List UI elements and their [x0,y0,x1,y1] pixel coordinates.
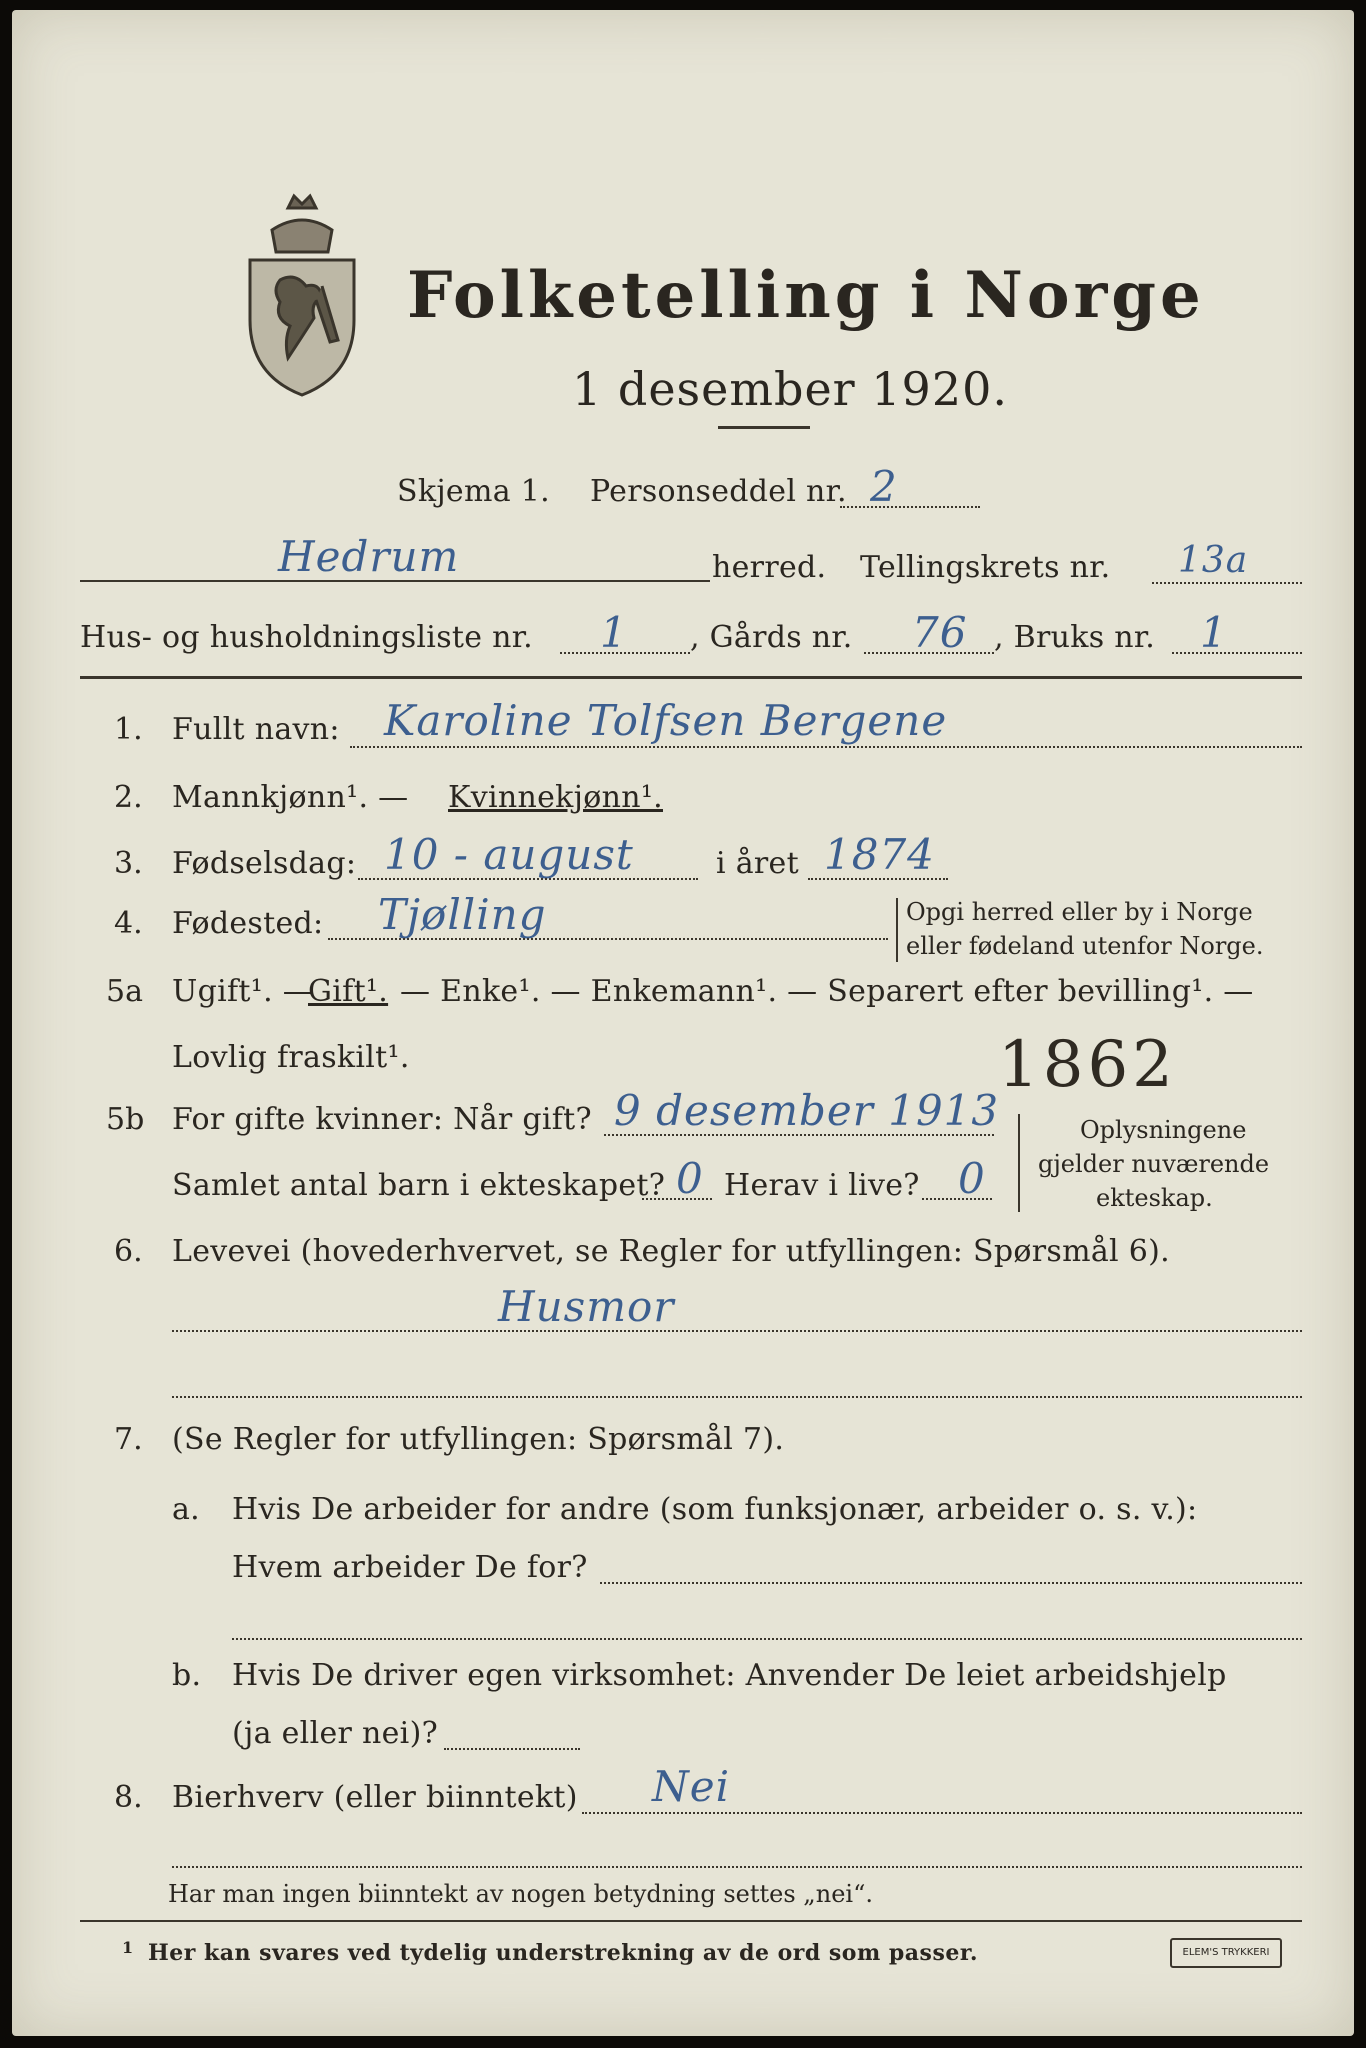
q8-line1 [582,1812,1302,1814]
q5b-alive-label: Herav i live? [724,1168,920,1203]
q2-male-option: Mannkjønn¹. — [172,780,409,815]
q8-label: Bierhverv (eller biinntekt) [172,1780,578,1815]
gards-line [864,652,994,654]
q5b-children-value: 0 [676,1154,704,1203]
q2-female-option-underlined: Kvinnekjønn¹. [448,780,663,815]
q1-full-name-value: Karoline Tolfsen Bergene [384,696,948,745]
q6-line2 [172,1396,1302,1398]
q3-year-label: i året [716,846,799,881]
q7a-line1 [600,1582,1302,1584]
q7a-line2 [232,1638,1302,1640]
skjema-label: Skjema 1. [397,474,550,509]
q8-secondary-income-value: Nei [652,1762,731,1811]
herred-value: Hedrum [278,532,460,581]
census-date: 1 desember 1920. [572,362,1008,416]
q6-number: 6. [114,1234,143,1269]
q5a-married-option-underlined: Gift¹. [308,974,389,1009]
q7a-label: Hvis De arbeider for andre (som funksjonær, arbeider o. s. v.): [232,1492,1198,1527]
q5b-children-label: Samlet antal barn i ekteskapet? [172,1168,666,1203]
q5b-label: For gifte kvinner: Når gift? [172,1102,592,1137]
q5b-number: 5b [106,1102,145,1137]
q5b-note-line1: Oplysningene [1080,1116,1247,1144]
tellingskrets-line [1152,582,1302,584]
q5b-line [604,1134,994,1136]
q7b-letter: b. [172,1658,202,1693]
q4-note-line2: eller fødeland utenfor Norge. [906,932,1264,960]
gards-label: , Gårds nr. [690,620,853,655]
tellingskrets-value: 13a [1178,540,1249,581]
herred-label: herred. [712,550,827,585]
q6-occupation-value: Husmor [498,1282,675,1331]
q1-line [350,746,1302,748]
header-divider [80,676,1302,679]
q1-number: 1. [114,712,143,747]
q3-year-value: 1874 [824,830,935,879]
q4-birthplace-value: Tjølling [378,890,547,939]
q5b-note-line3: ekteskap. [1096,1184,1213,1212]
q4-note-line1: Opgi herred eller by i Norge [906,898,1253,926]
q3-label: Fødselsdag: [172,846,357,881]
footnote-mark: 1 [122,1938,134,1957]
q3-number: 3. [114,846,143,881]
q7a-letter: a. [172,1492,201,1527]
q3-birthday-value: 10 - august [384,830,634,879]
q6-label: Levevei (hovederhvervet, se Regler for utfyllingen: Spørsmål 6). [172,1234,1170,1269]
herred-line [80,580,710,582]
q5a-other-options: — Enke¹. — Enkemann¹. — Separert efter bevilling¹. — [400,974,1254,1009]
q2-number: 2. [114,780,143,815]
q3-year-line [808,878,948,880]
q8-line2 [172,1866,1302,1868]
q4-note-brace [896,898,898,962]
personseddel-value: 2 [870,462,898,511]
norway-coat-of-arms-icon [240,190,364,400]
q3-line [358,878,698,880]
footnote-divider [80,1920,1302,1922]
footnote-text: Her kan svares ved tydelig understrekning av de ord som passer. [148,1940,979,1966]
q8-number: 8. [114,1780,143,1815]
q4-line [328,938,888,940]
q7b-label: Hvis De driver egen virksomhet: Anvender De leiet arbeidshjelp [232,1658,1227,1693]
q7b-question: (ja eller nei)? [232,1716,438,1751]
bruks-label: , Bruks nr. [994,620,1156,655]
personseddel-line [840,506,980,508]
q4-number: 4. [114,906,143,941]
q5a-number: 5a [106,974,143,1009]
margin-note-1862: 1862 [998,1028,1177,1102]
q7b-line [444,1748,580,1750]
q5b-marriage-date-value: 9 desember 1913 [614,1086,1000,1135]
q4-label: Fødested: [172,906,324,941]
q5b-note-brace [1018,1114,1020,1212]
q5b-alive-value: 0 [958,1154,986,1203]
q5b-children-line [642,1198,712,1200]
census-form-sheet [12,10,1354,2036]
q1-label: Fullt navn: [172,712,340,747]
husholdningsliste-label: Hus- og husholdningsliste nr. [80,620,533,655]
q5b-alive-line [922,1198,992,1200]
q5a-unmarried-option: Ugift¹. — [172,974,314,1009]
bruks-value: 1 [1200,608,1228,657]
form-title: Folketelling i Norge [407,258,1205,333]
q7a-question: Hvem arbeider De for? [232,1550,588,1585]
q6-line1 [172,1330,1302,1332]
q7-number: 7. [114,1422,143,1457]
q5a-divorced-option: Lovlig fraskilt¹. [172,1040,410,1075]
gards-value: 76 [912,608,968,657]
q5b-note-line2: gjelder nuværende [1038,1150,1270,1178]
bruks-line [1172,652,1302,654]
personseddel-label: Personseddel nr. [590,474,847,509]
husholdningsliste-value: 1 [600,608,628,657]
printer-stamp: ELEM'S TRYKKERI [1170,1938,1282,1968]
q7-label: (Se Regler for utfyllingen: Spørsmål 7). [172,1422,785,1457]
q8-hint: Har man ingen biinntekt av nogen betydning settes „nei“. [168,1880,873,1908]
tellingskrets-label: Tellingskrets nr. [860,550,1111,585]
title-divider [718,426,810,429]
husholdningsliste-line [560,652,690,654]
